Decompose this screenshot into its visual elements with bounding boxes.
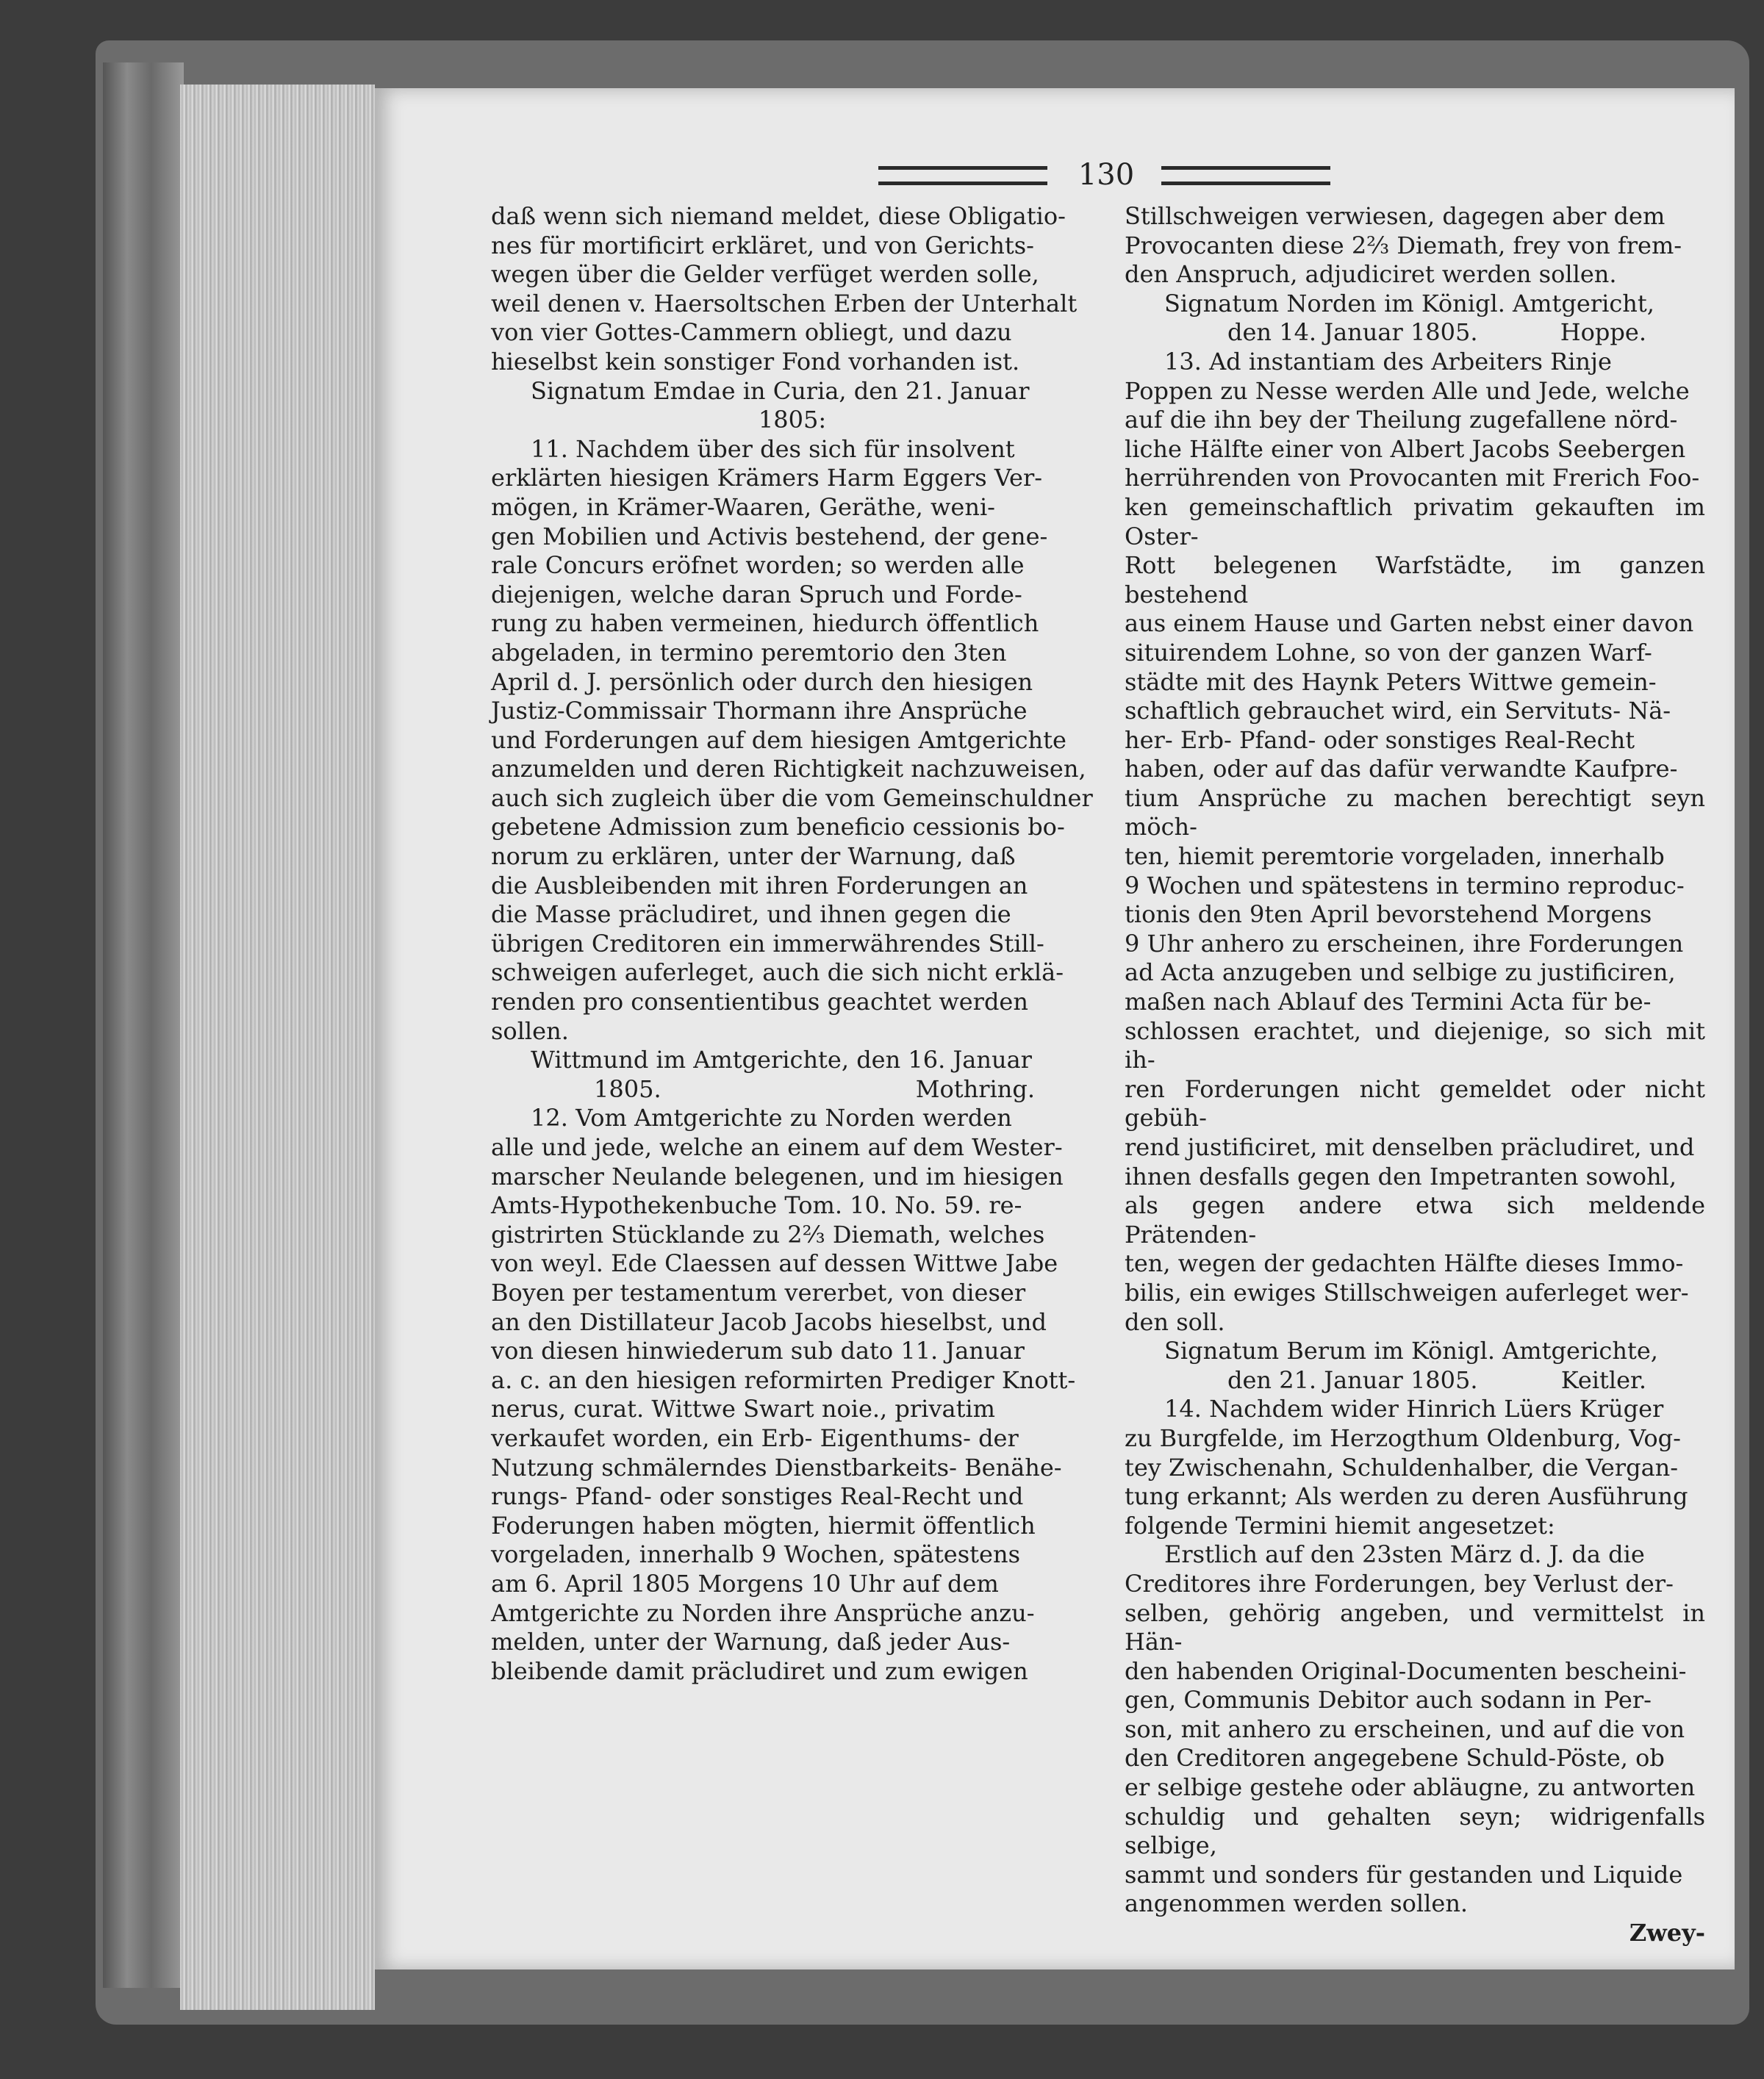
text-line: rung zu haben vermeinen, hiedurch öffentlich <box>491 609 1039 638</box>
text-line: son, mit anhero zu erscheinen, und auf die von <box>1125 1714 1685 1743</box>
text-line: weil denen v. Haersoltschen Erben der Unterhalt <box>491 289 1078 317</box>
text-line: Boyen per testamentum vererbet, von dieser <box>491 1278 1026 1307</box>
text-line: mögen, in Krämer-Waaren, Geräthe, weni- <box>491 492 995 521</box>
text-line: 14. Nachdem wider Hinrich Lüers Krüger <box>1164 1395 1664 1423</box>
text-line: schaftlich gebrauchet wird, ein Servituts- Nä- <box>1125 697 1671 725</box>
text-line: er selbige gestehe oder abläugne, zu antworten <box>1125 1773 1696 1802</box>
text-line: gen, Communis Debitor auch sodann in Per- <box>1125 1686 1652 1714</box>
text-line: Rott belegenen Warfstädte, im ganzen bestehend <box>1125 551 1705 608</box>
text-line: sammt und sonders für gestanden und Liquide <box>1125 1860 1683 1889</box>
page-number: 130 <box>1078 158 1135 192</box>
text-line: auf die ihn bey der Theilung zugefallene nörd- <box>1125 406 1678 434</box>
signature-date: den 14. Januar 1805. <box>1227 318 1478 347</box>
text-line: norum zu erklären, unter der Warnung, daß <box>491 842 1016 871</box>
text-line: schweigen auferleget, auch die sich nicht erklä- <box>491 958 1064 987</box>
text-line: übrigen Creditoren ein immerwährendes Still- <box>491 929 1044 958</box>
text-line: Nutzung schmälerndes Dienstbarkeits- Benähe- <box>491 1453 1062 1482</box>
signature-line <box>1125 1366 1705 1396</box>
text-line: gistrirten Stücklande zu 2⅔ Diemath, welches <box>491 1220 1045 1249</box>
text-line: 1805: <box>758 406 827 434</box>
text-line: Justiz-Commissair Thormann ihre Ansprüche <box>491 697 1028 725</box>
text-line: sollen. <box>491 1016 569 1045</box>
page-stack-edges <box>180 85 375 2010</box>
text-line: als gegen andere etwa sich meldende Prätenden- <box>1125 1191 1705 1249</box>
text-line: diejenigen, welche daran Spruch und Forde- <box>491 580 1022 608</box>
text-line: daß wenn sich niemand meldet, diese Obligatio- <box>491 202 1066 230</box>
signature-name: Keitler. <box>1560 1365 1646 1394</box>
text-line: schlossen erachtet, und diejenige, so sich mit ih- <box>1125 1016 1705 1074</box>
text-line: von vier Gottes-Cammern obliegt, und dazu <box>491 318 1012 347</box>
text-line: alle und jede, welche an einem auf dem Wester- <box>491 1133 1063 1161</box>
text-line: Signatum Berum im Königl. Amtgerichte, <box>1164 1337 1658 1365</box>
text-line: am 6. April 1805 Morgens 10 Uhr auf dem <box>491 1569 999 1598</box>
text-line: die Ausbleibenden mit ihren Forderungen an <box>491 871 1028 900</box>
text-line: gebetene Admission zum beneficio cessionis bo- <box>491 813 1065 841</box>
text-line: den habenden Original-Documenten bescheini- <box>1125 1656 1687 1685</box>
text-line: tey Zwischenahn, Schuldenhalber, die Vergan- <box>1125 1453 1679 1482</box>
text-line: 9 Wochen und spätestens in termino reproduc- <box>1125 871 1685 900</box>
text-line: Stillschweigen verwiesen, dagegen aber dem <box>1125 202 1666 230</box>
text-line: rend justificiret, mit denselben präcludiret, und <box>1125 1133 1695 1161</box>
text-line: an den Distillateur Jacob Jacobs hieselbst, und <box>491 1307 1047 1336</box>
signature-line <box>491 1075 1094 1105</box>
text-line: verkaufet worden, ein Erb- Eigenthums- der <box>491 1423 1019 1452</box>
text-line: tung erkannt; Als werden zu deren Ausführung <box>1125 1482 1688 1511</box>
text-line: zu Burgfelde, im Herzogthum Oldenburg, Vog- <box>1125 1423 1681 1452</box>
text-line: aus einem Hause und Garten nebst einer davon <box>1125 609 1694 638</box>
text-line: Provocanten diese 2⅔ Diemath, frey von frem- <box>1125 231 1682 259</box>
text-line: her- Erb- Pfand- oder sonstiges Real-Recht <box>1125 725 1635 754</box>
text-line: von weyl. Ede Claessen auf dessen Wittwe Jabe <box>491 1249 1058 1278</box>
page-header <box>878 160 1334 190</box>
text-line: tionis den 9ten April bevorstehend Morgens <box>1125 900 1652 929</box>
text-line: städte mit des Haynk Peters Wittwe gemein- <box>1125 667 1657 696</box>
text-line: situirendem Lohne, so von der ganzen Warf- <box>1125 638 1652 667</box>
text-line: 12. Vom Amtgerichte zu Norden werden <box>531 1104 1012 1132</box>
text-line: Amts-Hypothekenbuche Tom. 10. No. 59. re- <box>491 1191 1022 1220</box>
text-line: tium Ansprüche zu machen berechtigt seyn möch- <box>1125 783 1705 841</box>
text-line: abgeladen, in termino peremtorio den 3ten <box>491 638 1007 667</box>
left-text-column <box>491 202 1094 1686</box>
text-line: wegen über die Gelder verfüget werden solle, <box>491 260 1039 289</box>
text-line: hieselbst kein sonstiger Fond vorhanden ist. <box>491 347 1020 376</box>
text-line: folgende Termini hiemit angesetzet: <box>1125 1511 1555 1540</box>
text-line: den Anspruch, adjudiciret werden sollen. <box>1125 260 1617 289</box>
text-line: Creditores ihre Forderungen, bey Verlust der- <box>1125 1569 1674 1598</box>
text-line: von diesen hinwiederum sub dato 11. Januar <box>491 1337 1025 1365</box>
text-line: Signatum Emdae in Curia, den 21. Januar <box>531 376 1030 405</box>
text-line: ren Forderungen nicht gemeldet oder nicht gebüh- <box>1125 1074 1705 1132</box>
text-line: bilis, ein ewiges Stillschweigen auferleget wer- <box>1125 1278 1689 1307</box>
text-line: gen Mobilien und Activis bestehend, der gene- <box>491 522 1048 550</box>
signature-line <box>1125 318 1705 348</box>
text-line: Foderungen haben mögten, hiermit öffentlich <box>491 1511 1036 1540</box>
header-rule-right <box>1161 166 1330 185</box>
text-line: Erstlich auf den 23sten März d. J. da die <box>1164 1540 1645 1569</box>
text-line: erklärten hiesigen Krämers Harm Eggers Ver- <box>491 464 1043 492</box>
catchword: Zwey- <box>1629 1919 1705 1947</box>
text-line: nes für mortificirt erkläret, und von Gerichts- <box>491 231 1034 259</box>
text-line: April d. J. persönlich oder durch den hiesigen <box>491 667 1033 696</box>
text-line: haben, oder auf das dafür verwandte Kaufpre- <box>1125 755 1678 783</box>
text-line: bleibende damit präcludiret und zum ewigen <box>491 1656 1028 1685</box>
text-line: rungs- Pfand- oder sonstiges Real-Recht und <box>491 1482 1024 1511</box>
text-line: 11. Nachdem über des sich für insolvent <box>531 434 1015 463</box>
book-spine-edge <box>103 62 184 1988</box>
text-line: liche Hälfte einer von Albert Jacobs Seebergen <box>1125 434 1686 463</box>
text-line: ten, hiemit peremtorie vorgeladen, innerhalb <box>1125 842 1665 871</box>
text-line: a. c. an den hiesigen reformirten Prediger Knott- <box>491 1365 1076 1394</box>
text-line: und Forderungen auf dem hiesigen Amtgerichte <box>491 725 1066 754</box>
text-line: ten, wegen der gedachten Hälfte dieses Immo- <box>1125 1249 1684 1278</box>
text-line: den soll. <box>1125 1307 1225 1336</box>
text-line: ad Acta anzugeben und selbige zu justificiren, <box>1125 958 1676 987</box>
signature-name: Mothring. <box>915 1074 1035 1103</box>
text-line: Poppen zu Nesse werden Alle und Jede, welche <box>1125 376 1690 405</box>
text-line: Amtgerichte zu Norden ihre Ansprüche anzu- <box>491 1598 1035 1627</box>
signature-date: 1805. <box>594 1074 662 1103</box>
text-line: vorgeladen, innerhalb 9 Wochen, spätestens <box>491 1540 1020 1569</box>
text-line: melden, unter der Warnung, daß jeder Aus- <box>491 1628 1011 1656</box>
text-line: maßen nach Ablauf des Termini Acta für be- <box>1125 988 1652 1016</box>
text-line: Wittmund im Amtgerichte, den 16. Januar <box>531 1046 1032 1074</box>
text-line: ihnen desfalls gegen den Impetranten sowohl, <box>1125 1162 1677 1191</box>
text-line: ken gemeinschaftlich privatim gekauften im Oster- <box>1125 492 1705 550</box>
text-line: 9 Uhr anhero zu erscheinen, ihre Forderungen <box>1125 929 1684 958</box>
text-line: anzumelden und deren Richtigkeit nachzuweisen, <box>491 755 1086 783</box>
text-line: 13. Ad instantiam des Arbeiters Rinje <box>1164 347 1612 376</box>
text-line: renden pro consentientibus geachtet werden <box>491 988 1028 1016</box>
text-line: selben, gehörig angeben, und vermittelst in Hän- <box>1125 1598 1705 1656</box>
text-line: den Creditoren angegebene Schuld-Pöste, ob <box>1125 1744 1665 1773</box>
text-line: Signatum Norden im Königl. Amtgericht, <box>1164 289 1654 317</box>
text-line: rale Concurs eröfnet worden; so werden alle <box>491 551 1025 580</box>
text-line: schuldig und gehalten seyn; widrigenfalls selbige, <box>1125 1802 1705 1860</box>
signature-name: Hoppe. <box>1560 318 1646 347</box>
right-text-column <box>1125 202 1705 1948</box>
text-line: auch sich zugleich über die vom Gemeinschuldner <box>491 783 1093 812</box>
text-line: herrührenden von Provocanten mit Frerich Foo- <box>1125 464 1700 492</box>
header-rule-left <box>878 166 1047 185</box>
text-line: nerus, curat. Wittwe Swart noie., privatim <box>491 1395 995 1423</box>
text-line: angenommen werden sollen. <box>1125 1889 1469 1918</box>
text-line: marscher Neulande belegenen, und im hiesigen <box>491 1162 1064 1191</box>
signature-date: den 21. Januar 1805. <box>1227 1365 1478 1394</box>
text-line: die Masse präcludiret, und ihnen gegen die <box>491 900 1011 929</box>
